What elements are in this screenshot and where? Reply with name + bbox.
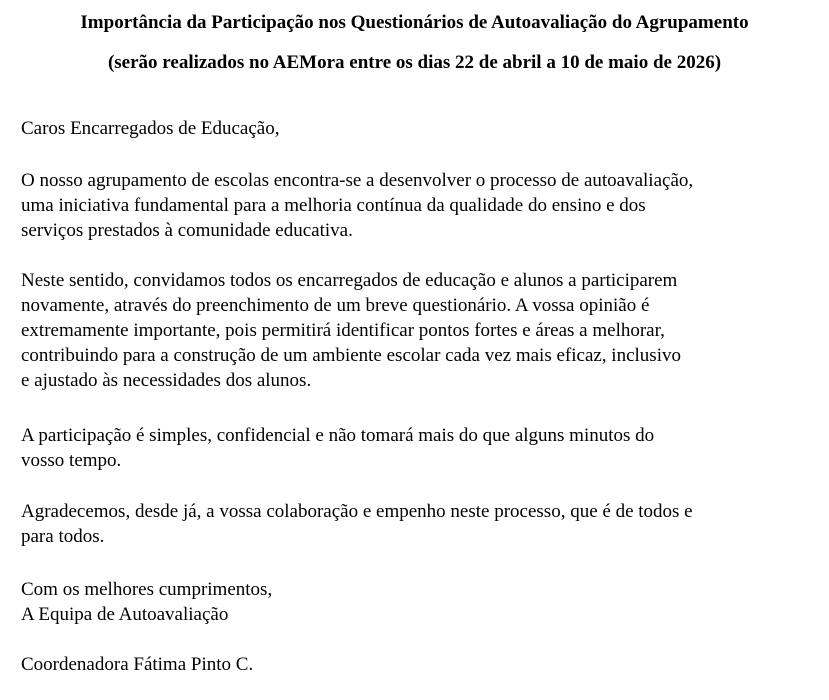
paragraph-line: para todos.	[21, 526, 105, 547]
letter-closing	[21, 577, 816, 627]
paragraph-line: A participação é simples, confidencial e não tomará mais do que alguns minutos do	[21, 425, 655, 446]
paragraph-line: Neste sentido, convidamos todos os encarregados de educação e alunos a participarem	[21, 270, 678, 291]
paragraph-line: contribuindo para a construção de um ambiente escolar cada vez mais eficaz, inclusivo	[21, 345, 681, 366]
paragraph-intro	[21, 168, 816, 243]
paragraph-participation	[21, 423, 816, 473]
paragraph-line: extremamente importante, pois permitirá identificar pontos fortes e áreas a melhorar,	[21, 320, 665, 341]
paragraph-thanks	[21, 499, 816, 549]
paragraph-line: vosso tempo.	[21, 450, 122, 471]
signature-coordinator: Coordenadora Fátima Pinto C.	[21, 654, 254, 675]
paragraph-invitation	[21, 268, 816, 393]
paragraph-line: serviços prestados à comunidade educativa.	[21, 220, 353, 241]
document-title: Importância da Participação nos Questionários de Autoavaliação do Agrupamento	[80, 12, 749, 33]
paragraph-line: uma iniciativa fundamental para a melhoria contínua da qualidade do ensino e dos	[21, 195, 646, 216]
paragraph-line: Agradecemos, desde já, a vossa colaboração e empenho neste processo, que é de todos e	[21, 501, 693, 522]
document-subtitle: (serão realizados no AEMora entre os dias 22 de abril a 10 de maio de 2026)	[107, 52, 722, 73]
letter-greeting: Caros Encarregados de Educação,	[21, 118, 280, 139]
signature-team: A Equipa de Autoavaliação	[21, 604, 229, 625]
paragraph-line: novamente, através do preenchimento de um breve questionário. A vossa opinião é	[21, 295, 650, 316]
paragraph-line: O nosso agrupamento de escolas encontra-se a desenvolver o processo de autoavaliação,	[21, 170, 694, 191]
paragraph-line: e ajustado às necessidades dos alunos.	[21, 370, 312, 391]
closing-line: Com os melhores cumprimentos,	[21, 579, 273, 600]
